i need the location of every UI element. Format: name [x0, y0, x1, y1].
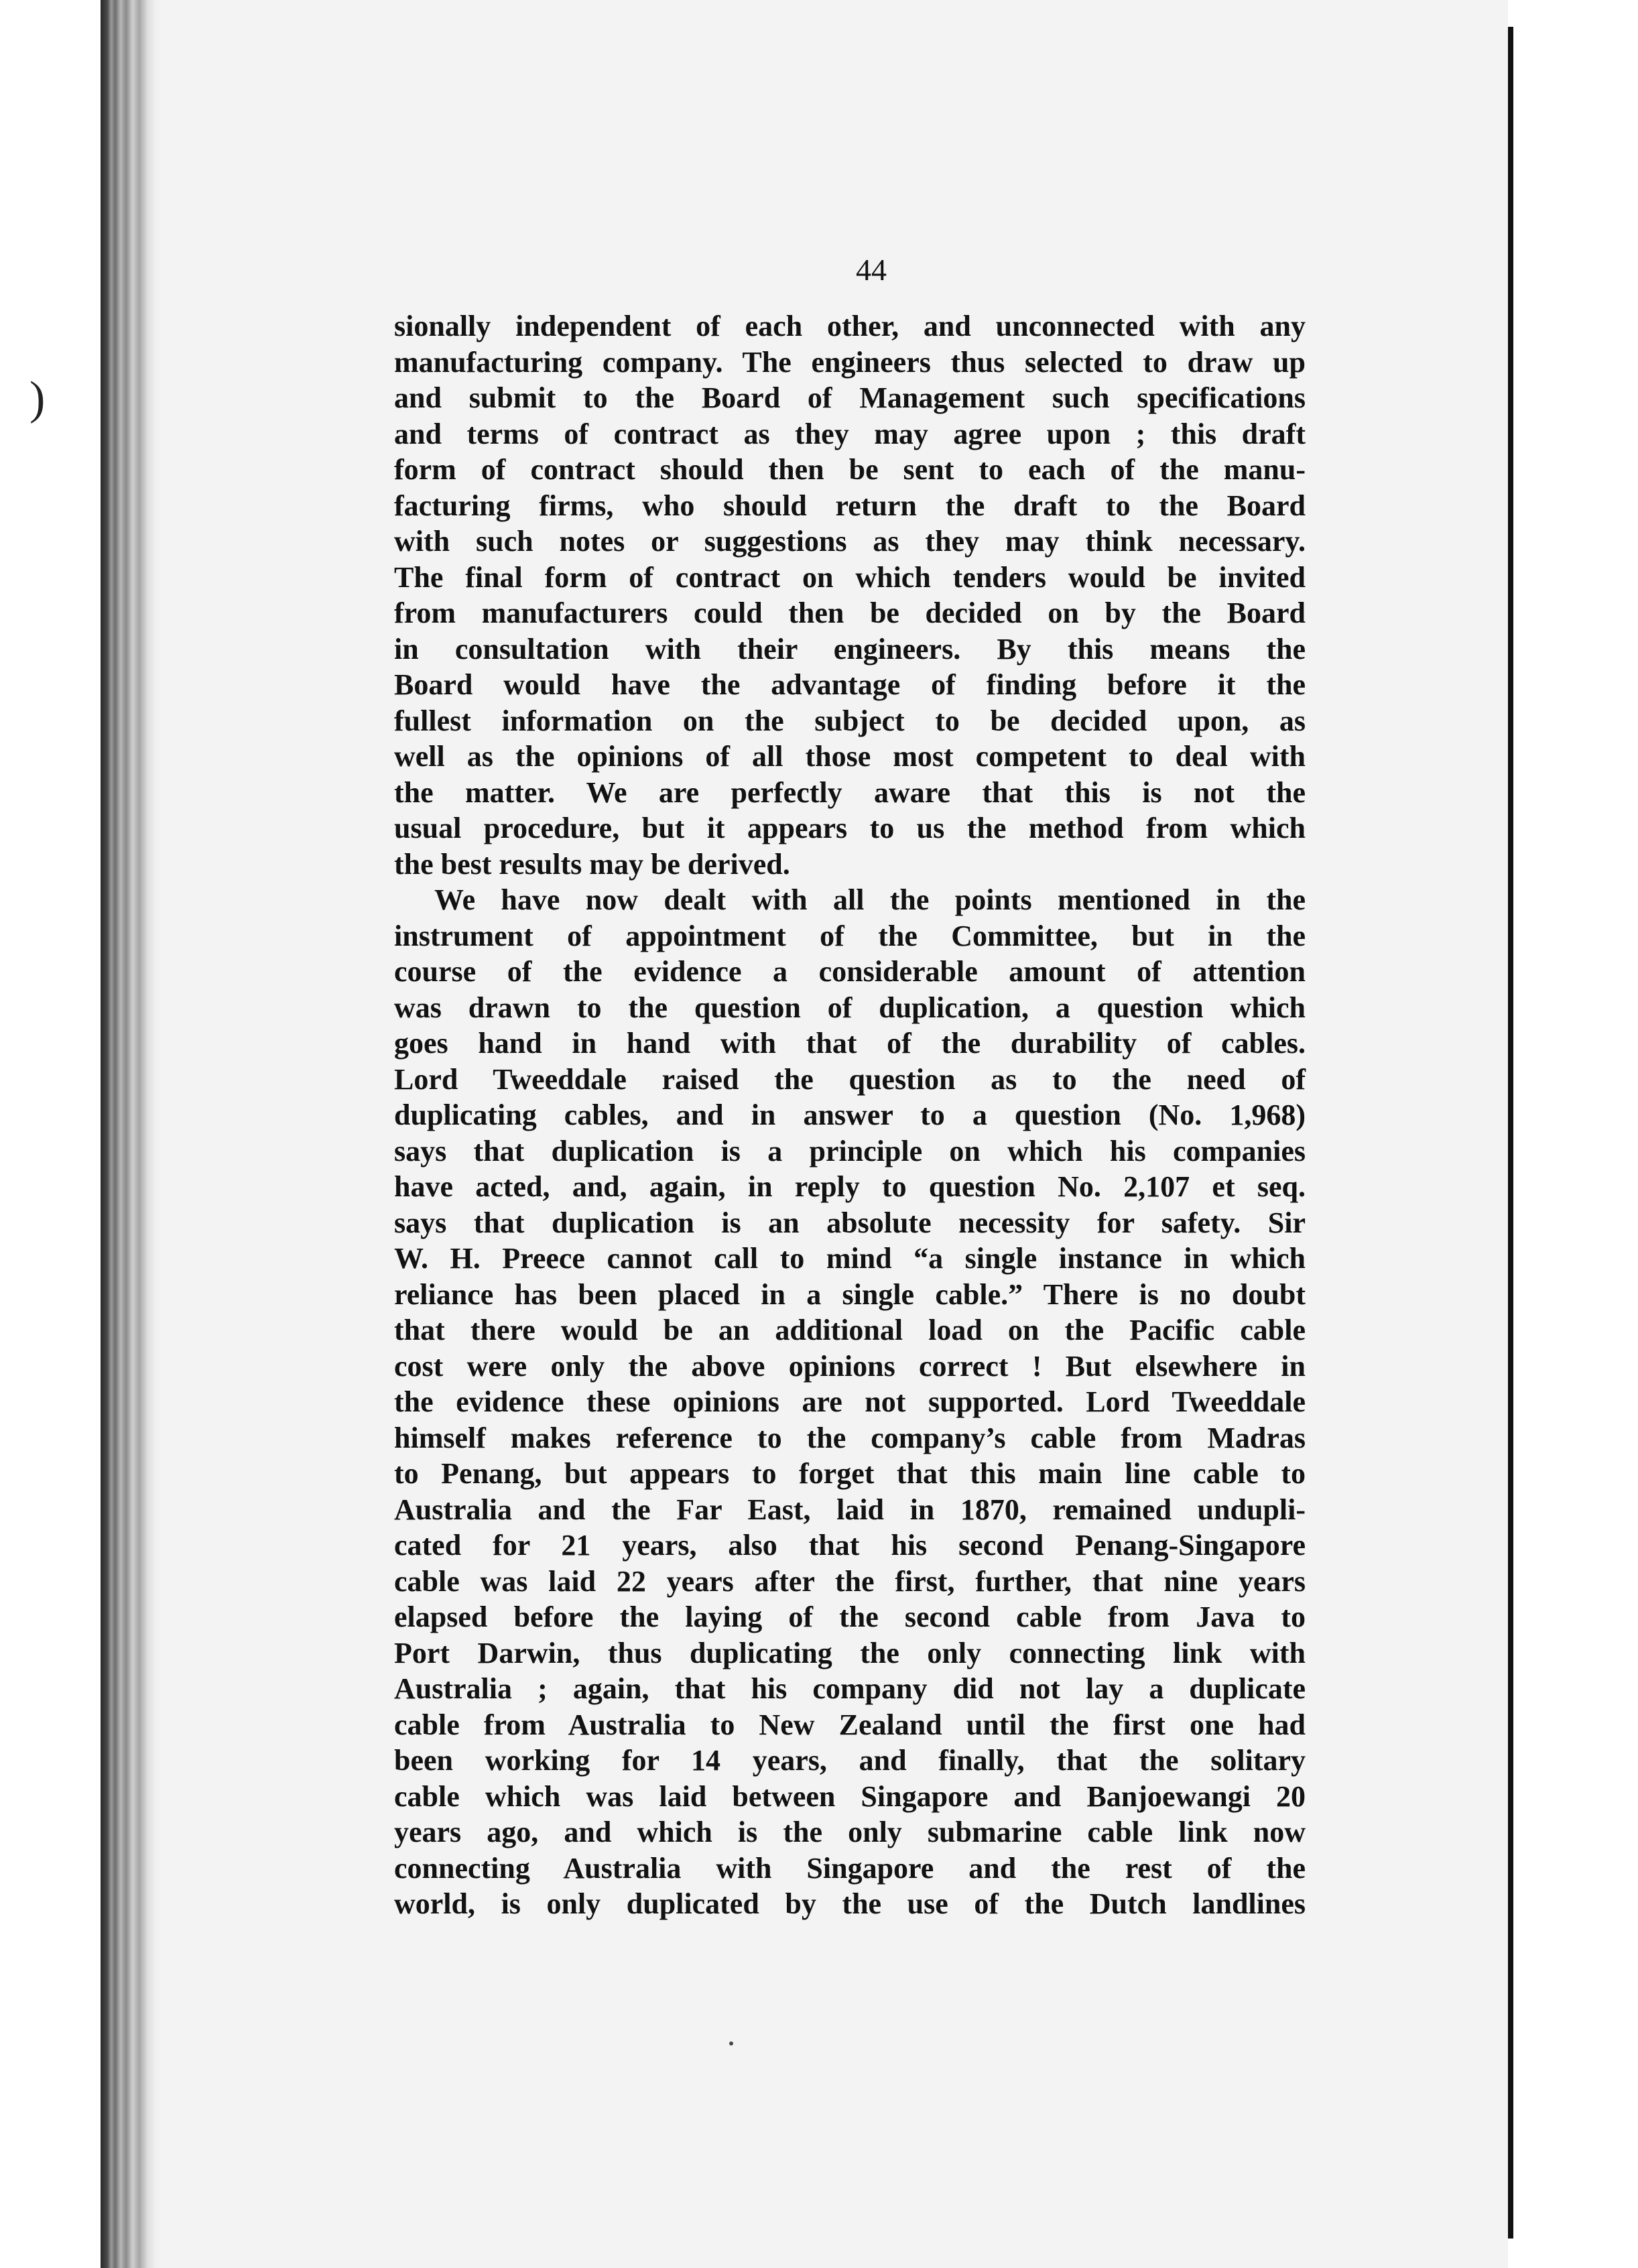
text-line: says that duplication is an absolute necessity for safety. Sir — [394, 1206, 1306, 1239]
text-line: fullest information on the subject to be decided upon, as — [394, 704, 1306, 737]
text-line: from manufacturers could then be decided on by the Board — [394, 596, 1306, 629]
text-line: course of the evidence a considerable amount of attention — [394, 955, 1306, 988]
text-line: was drawn to the question of duplication, a question which — [394, 991, 1306, 1024]
text-line: and submit to the Board of Management such specifications — [394, 381, 1306, 414]
text-line: goes hand in hand with that of the durability of cables. — [394, 1027, 1306, 1060]
text-line: cost were only the above opinions correct ! But elsewhere in — [394, 1349, 1306, 1383]
text-line: elapsed before the laying of the second cable from Java to — [394, 1600, 1306, 1633]
text-line: years ago, and which is the only submarine cable link now — [394, 1816, 1306, 1848]
text-line: Australia and the Far East, laid in 1870, remained undupli- — [394, 1493, 1306, 1526]
text-line: and terms of contract as they may agree upon ; this draft — [394, 417, 1306, 450]
text-line: duplicating cables, and in answer to a question (No. 1,968) — [394, 1098, 1306, 1131]
text-line: The final form of contract on which tenders would be invited — [394, 560, 1306, 594]
text-line: with such notes or suggestions as they may think necessary. — [394, 525, 1306, 558]
text-line: to Penang, but appears to forget that this main line cable to — [394, 1457, 1306, 1490]
text-line: Australia ; again, that his company did not lay a duplicate — [394, 1672, 1306, 1705]
text-line: the best results may be derived. — [394, 847, 790, 881]
text-line: the evidence these opinions are not supported. Lord Tweeddale — [394, 1385, 1306, 1418]
text-line: cated for 21 years, also that his second Penang-Singapore — [394, 1529, 1306, 1562]
text-line: have acted, and, again, in reply to question No. 2,107 et seq. — [394, 1170, 1306, 1203]
text-line: Board would have the advantage of finding before it the — [394, 668, 1306, 701]
right-margin — [1513, 0, 1638, 2268]
print-speck — [729, 2041, 733, 2045]
page-number: 44 — [856, 253, 887, 287]
text-line: Port Darwin, thus duplicating the only connecting link with — [394, 1636, 1306, 1670]
text-line: manufacturing company. The engineers thus selected to draw up — [394, 345, 1306, 379]
text-line: We have now dealt with all the points mentioned in the — [434, 883, 1306, 916]
text-line: world, is only duplicated by the use of the Dutch landlines — [394, 1887, 1306, 1920]
text-line: himself makes reference to the company’s cable from Madras — [394, 1421, 1306, 1454]
text-line: says that duplication is a principle on which his companies — [394, 1134, 1306, 1168]
text-line: cable was laid 22 years after the first, further, that nine years — [394, 1564, 1306, 1598]
text-line: the matter. We are perfectly aware that this is not the — [394, 775, 1306, 809]
body-text — [394, 308, 1306, 1922]
book-binding-edge — [101, 0, 161, 2268]
text-line: that there would be an additional load on the Pacific cable — [394, 1314, 1306, 1346]
text-line: been working for 14 years, and finally, that the solitary — [394, 1744, 1306, 1777]
text-line: reliance has been placed in a single cable.” There is no doubt — [394, 1277, 1306, 1311]
text-line: form of contract should then be sent to each of the manu- — [394, 453, 1306, 486]
text-line: usual procedure, but it appears to us the method from which — [394, 812, 1306, 844]
text-line: in consultation with their engineers. By this means the — [394, 632, 1306, 666]
text-line: sionally independent of each other, and unconnected with any — [394, 310, 1306, 342]
text-line: cable which was laid between Singapore and Banjoewangi 20 — [394, 1779, 1306, 1813]
text-line: facturing firms, who should return the draft to the Board — [394, 489, 1306, 522]
text-line: connecting Australia with Singapore and the rest of the — [394, 1851, 1306, 1885]
text-line: Lord Tweeddale raised the question as to the need of — [394, 1062, 1306, 1096]
text-line: well as the opinions of all those most competent to deal with — [394, 740, 1306, 773]
text-line: W. H. Preece cannot call to mind “a single instance in which — [394, 1242, 1306, 1275]
page-right-edge — [1508, 27, 1513, 2239]
text-line: instrument of appointment of the Committee, but in the — [394, 919, 1306, 952]
stray-mark: ) — [29, 373, 46, 424]
text-line: cable from Australia to New Zealand until the first one had — [394, 1708, 1306, 1741]
